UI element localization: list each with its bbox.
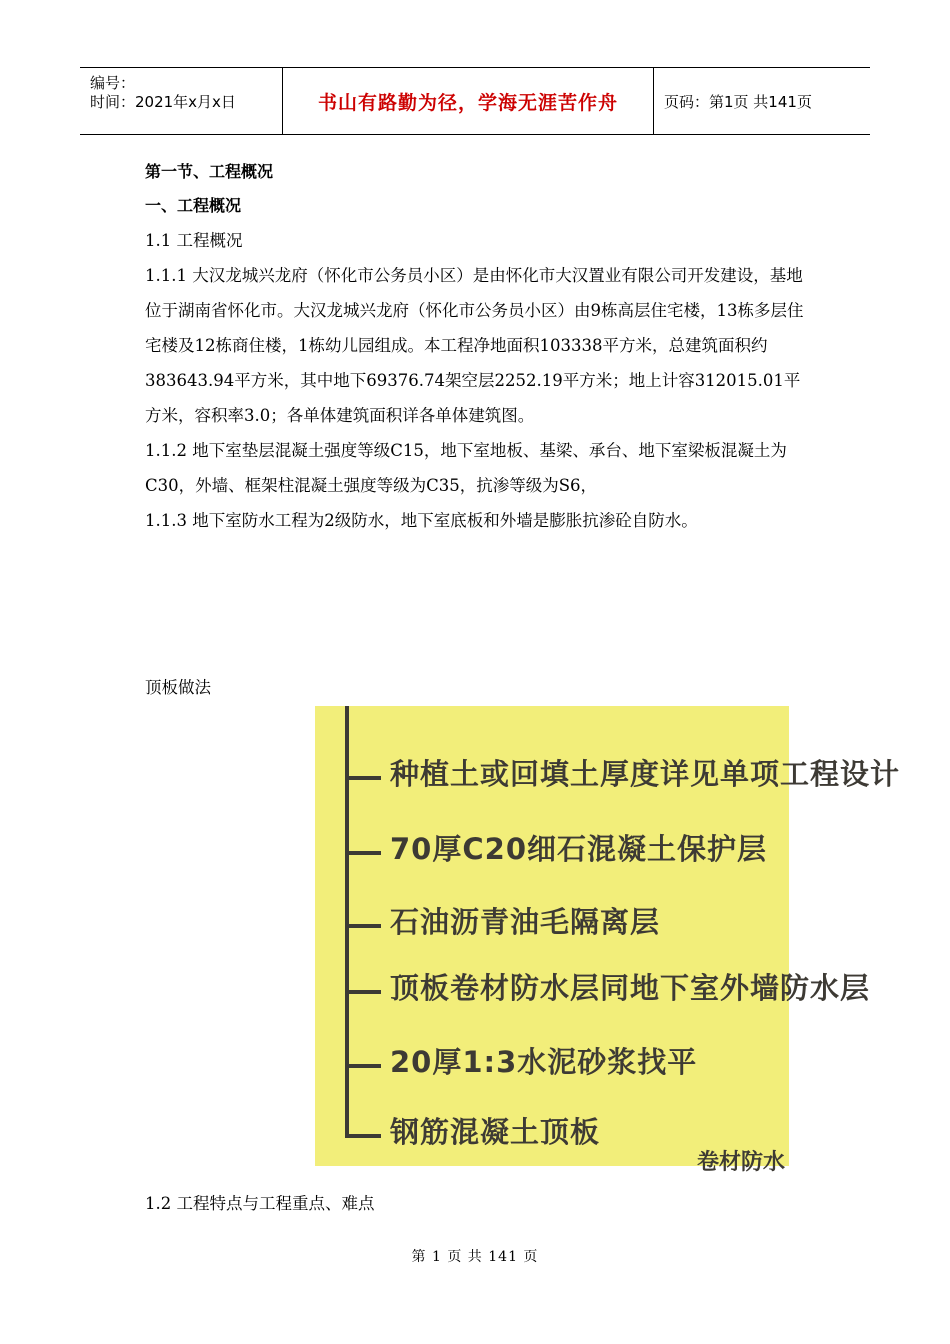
figure-corner-text: 卷材防水 — [696, 1150, 785, 1175]
section-subtitle: 一、工程概况 — [145, 196, 242, 215]
section-title: 第一节、工程概况 — [145, 162, 274, 181]
figure-leader-dash — [345, 1134, 381, 1138]
page-footer: 第 1 页 共 141 页 — [411, 1249, 539, 1265]
header-page-info: 页码：第1页 共141页 — [664, 92, 812, 111]
sub-heading: 1.1 工程概况 — [145, 231, 243, 250]
next-section-heading: 1.2 工程特点与工程重点、难点 — [145, 1194, 375, 1213]
figure-layer-text: 石油沥青油毛隔离层 — [390, 905, 661, 939]
figure-layer-text: 顶板卷材防水层同地下室外墙防水层 — [390, 971, 871, 1005]
paragraph-1-1-1: 1.1.1 大汉龙城兴龙府（怀化市公务员小区）是由怀化市大汉置业有限公司开发建设，基地位于湖南省怀化市。大汉龙城兴龙府（怀化市公务员小区）由9栋高层住宅楼，13栋多层住宅楼及12栋商住楼，1栋幼儿园组成。本工程净地面积103338平方米，总建筑面积约383643.94平方米，其中地下69376.74架空层2252.19平方米；地上计容312015.01平方米，容积率3.0；各单体建筑面积详各单体建筑图。 — [145, 266, 804, 425]
document-date-label: 时间：2021年x月x日 — [90, 93, 236, 111]
figure-leader-dash — [345, 924, 381, 928]
figure-layer-text: 钢筋混凝土顶板 — [390, 1115, 601, 1149]
page-header — [80, 67, 870, 135]
figure-layer-text: 70厚C20细石混凝土保护层 — [390, 832, 767, 866]
header-meta — [80, 68, 282, 134]
figure-leader-dash — [345, 1064, 381, 1068]
figure-leader-dash — [345, 776, 381, 780]
figure-leader-dash — [345, 851, 381, 855]
paragraph-1-1-2: 1.1.2 地下室垫层混凝土强度等级C15，地下室地板、基梁、承台、地下室梁板混凝土为C30，外墙、框架柱混凝土强度等级为C35，抗渗等级为S6， — [145, 441, 787, 495]
header-motto: 书山有路勤为径，学海无涯苦作舟 — [282, 68, 654, 134]
figure-leader-spine — [345, 706, 349, 1138]
figure-caption: 顶板做法 — [145, 678, 211, 697]
figure-leader-dash — [345, 990, 381, 994]
figure-layer-text: 20厚1:3水泥砂浆找平 — [390, 1045, 698, 1079]
document-number-label: 编号： — [90, 74, 136, 92]
roof-slab-detail-figure — [315, 706, 901, 1175]
figure-layer-text: 种植土或回填土厚度详见单项工程设计 — [390, 757, 901, 791]
paragraph-1-1-3: 1.1.3 地下室防水工程为2级防水，地下室底板和外墙是膨胀抗渗砼自防水。 — [145, 511, 698, 530]
document-body — [145, 155, 810, 538]
